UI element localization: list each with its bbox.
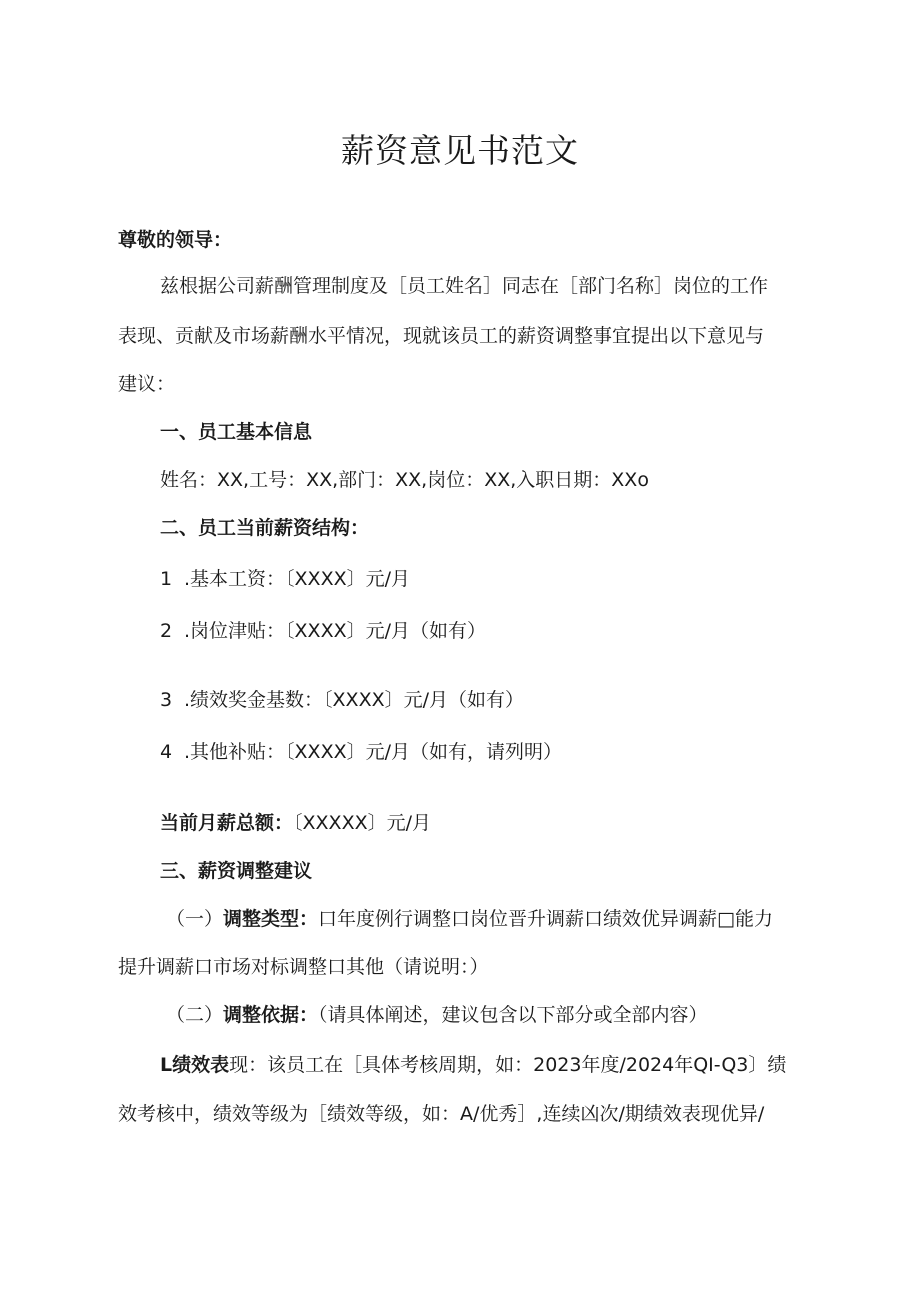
salary-item-number: 2 bbox=[160, 620, 173, 642]
employee-info: 姓名：XX,工号：XX,部门：XX,岗位：XX,入职日期：XXo bbox=[160, 469, 649, 491]
adjustment-basis-prefix: （二） bbox=[166, 1004, 224, 1026]
adjustment-basis bbox=[166, 1001, 708, 1029]
salary-item-number: 4 bbox=[160, 741, 173, 763]
monthly-total-label: 当前月薪总额： bbox=[160, 812, 294, 834]
intro-line-2: 表现、贡献及市场薪酬水平情况，现就该员工的薪资调整事宜提出以下意见与 bbox=[118, 325, 765, 347]
salary-item-4 bbox=[160, 738, 562, 766]
salary-item-3 bbox=[160, 686, 524, 714]
page-title: 薪资意见书范文 bbox=[341, 131, 579, 170]
adjustment-basis-text: （请具体阐述，建议包含以下部分或全部内容） bbox=[318, 1004, 708, 1026]
adjustment-type bbox=[166, 905, 773, 933]
adjustment-type-options: 口年度例行调整口岗位晋升调薪口绩效优异调薪□能力 bbox=[318, 908, 773, 930]
salary-item-text: .岗位津贴：〔XXXX〕元/月（如有） bbox=[184, 620, 487, 642]
monthly-total bbox=[160, 809, 431, 837]
salary-item-2 bbox=[160, 617, 486, 645]
section1-heading: 一、员工基本信息 bbox=[160, 421, 313, 443]
salary-item-number: 3 bbox=[160, 689, 173, 711]
salary-item-text: .其他补贴：〔XXXX〕元/月（如有，请列明） bbox=[184, 741, 563, 763]
performance-line-1 bbox=[160, 1051, 786, 1079]
monthly-total-value: 〔XXXXX〕元/月 bbox=[293, 812, 431, 834]
performance-line-2: 效考核中，绩效等级为［绩效等级，如：A/优秀］,连续凶次/期绩效表现优异/ bbox=[118, 1103, 765, 1125]
salary-item-text: .绩效奖金基数：〔XXXX〕元/月（如有） bbox=[184, 689, 525, 711]
adjustment-type-label: 调整类型： bbox=[223, 908, 319, 930]
adjustment-type-prefix: （一） bbox=[166, 908, 224, 930]
salutation: 尊敬的领导： bbox=[118, 229, 233, 251]
section3-heading: 三、薪资调整建议 bbox=[160, 860, 313, 882]
intro-line-1: 兹根据公司薪酬管理制度及［员工姓名］同志在［部门名称］岗位的工作 bbox=[160, 275, 769, 297]
section2-heading: 二、员工当前薪资结构： bbox=[160, 517, 370, 539]
salary-item-text: .基本工资：〔XXXX〕元/月 bbox=[184, 568, 411, 590]
performance-text: 现：该员工在［具体考核周期，如：2023年度/2024年QI-Q3〕绩 bbox=[229, 1054, 787, 1076]
salary-item-number: 1 bbox=[160, 568, 173, 590]
performance-label: L绩效表 bbox=[160, 1054, 230, 1076]
adjustment-type-options-cont: 提升调薪口市场对标调整口其他（请说明：） bbox=[118, 956, 489, 978]
salary-item-1 bbox=[160, 565, 410, 593]
intro-line-3: 建议： bbox=[118, 373, 176, 395]
adjustment-basis-label: 调整依据： bbox=[223, 1004, 319, 1026]
